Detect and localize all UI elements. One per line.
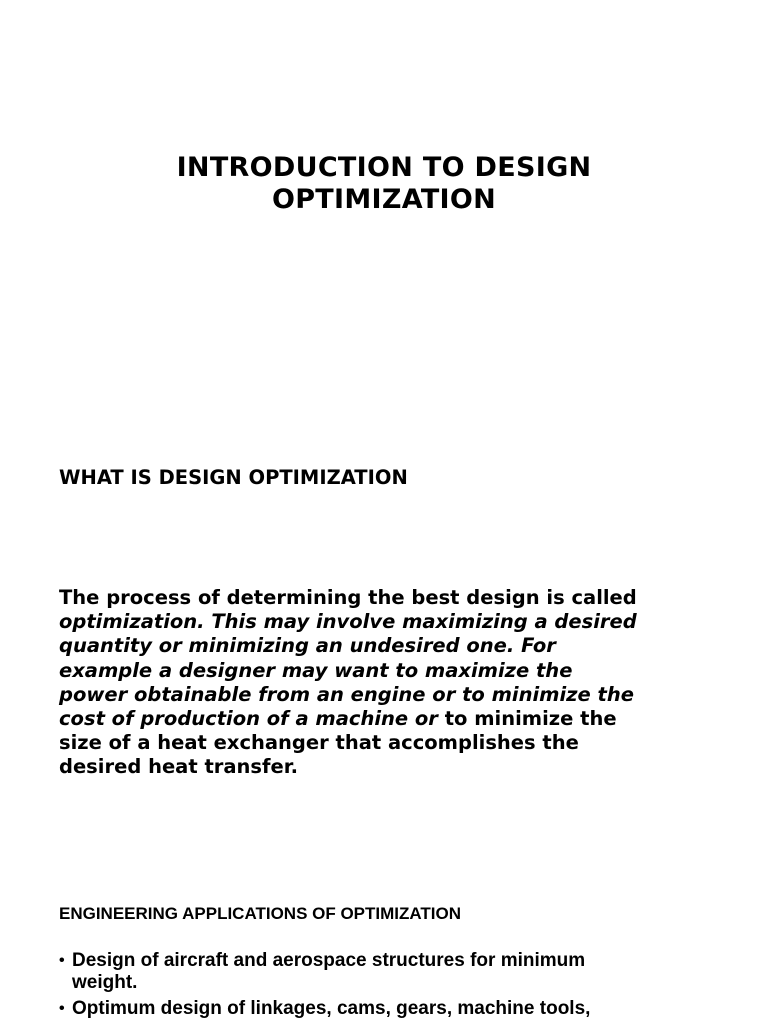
paragraph-line-4: example a designer may want to maximize the (59, 658, 573, 682)
list-item-line-1: Optimum design of linkages, cams, gears, machine tools, (72, 998, 591, 1019)
paragraph-line-6-italic: cost of production of a machine or (59, 707, 438, 731)
bullet-dot-icon: • (59, 1000, 65, 1017)
paragraph-line-5: power obtainable from an engine or to minimize the (59, 682, 634, 706)
paragraph-line-3: quantity or minimizing an undesired one. For (59, 634, 556, 658)
paragraph-line-7: size of a heat exchanger that accomplishes the (59, 731, 579, 755)
list-item-line-2: weight. (72, 972, 138, 993)
page-title-line-1: INTRODUCTION TO DESIGN (176, 152, 592, 183)
list-item (59, 950, 759, 994)
applications-list (59, 950, 759, 1024)
bullet-dot-icon: • (59, 952, 65, 969)
list-item (59, 998, 759, 1020)
paragraph-line-6-regular: to minimize the (437, 707, 617, 731)
paragraph-line-6 (59, 707, 759, 731)
paragraph-line-2: optimization. This may involve maximizing a desired (59, 610, 637, 634)
list-item-line-1: Design of aircraft and aerospace structures for minimum (72, 950, 586, 971)
page-title-line-2: OPTIMIZATION (271, 184, 497, 215)
section-heading-what-is-design-optimization: WHAT IS DESIGN OPTIMIZATION (59, 466, 408, 489)
page-title (0, 152, 768, 216)
definition-paragraph (59, 586, 759, 780)
section-heading-engineering-applications: ENGINEERING APPLICATIONS OF OPTIMIZATION (59, 904, 462, 923)
paragraph-line-1: The process of determining the best design is called (59, 586, 637, 609)
paragraph-line-8: desired heat transfer. (59, 755, 298, 779)
